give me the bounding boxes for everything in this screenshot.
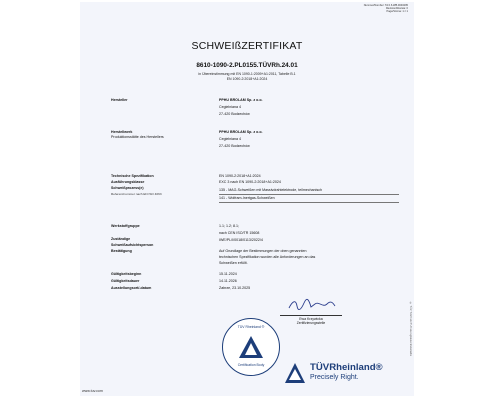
material-group-label: Werkstoffgruppe — [111, 224, 140, 228]
responsible-label-1: Zuständige — [111, 237, 131, 241]
issue-label: Ausstellungsort/-datum — [111, 286, 152, 290]
document-meta — [364, 4, 408, 14]
plant-street: Cegielniana 4 — [219, 137, 241, 141]
confirmation-line-1: Auf Grundlage der Bestimmungen der oben genannten — [219, 249, 307, 253]
exec-class-value: EXC 3 nach EN 1090-2:2018+A1:2024 — [219, 180, 281, 184]
tuv-triangle-icon — [238, 335, 264, 359]
exec-class-label: Ausführungsklasse — [111, 180, 145, 184]
certificate-page — [80, 2, 414, 396]
responsible-label-2: Schweißaufsichtsperson — [111, 243, 154, 247]
manufacturer-street: Cegielniana 4 — [219, 105, 241, 109]
process-141: 141 - Wolfram-Inertgas-Schweißen — [219, 196, 275, 200]
responsible-value: IWE/PL/I/0018/0113/2022/4 — [219, 238, 263, 242]
process-135: 135 - MAG-Schweißen mit Massivdrahtelektrode, teilmechanisch — [219, 188, 323, 192]
spec-value: EN 1090-2:2018+A1:2024 — [219, 174, 261, 178]
valid-until-label: Gültigkeitsdauer — [111, 279, 140, 283]
footer-url: www.tuv.com — [82, 389, 103, 393]
meta-page: Page/Strona: 1 z 1 — [386, 10, 408, 14]
plant-city: 27-420 Bodzechów — [219, 144, 250, 148]
manufacturer-label: Hersteller — [111, 98, 128, 102]
divider — [219, 194, 399, 195]
tuv-triangle-icon — [284, 362, 306, 384]
confirmation-label: Bestätigung — [111, 249, 132, 253]
certificate-number: 8610-1090-2.PL0155.TÜVRh.24.01 — [196, 62, 298, 69]
certification-seal — [222, 318, 280, 376]
plant-name: PPHU BROLAM Sp. z o.o. — [219, 130, 263, 134]
valid-until-value: 14.11.2026 — [219, 279, 237, 283]
spec-label: Technische Spezifikation — [111, 174, 154, 178]
material-group-standard: nach CEN ISO/TR 15608 — [219, 231, 260, 235]
tuv-rheinland-logo — [284, 360, 414, 386]
material-group-value: 1.1; 1.2; 8.1; — [219, 224, 239, 228]
manufacturer-city: 27-420 Bodzechów — [219, 112, 250, 116]
plant-label: Herstellwerk — [111, 130, 133, 134]
logo-name: TÜVRheinland® — [310, 362, 383, 373]
confirmation-line-2: technischen Spezifikation wurden alle Anforderungen an das — [219, 255, 316, 259]
conformity-line-1: in Übereinstimmung mit EN 1090-1:2009+A1:2011, Tabelle B.1 — [198, 72, 296, 76]
signature-icon — [287, 298, 337, 312]
process-sublabel: Referenznummer nach EN ISO 4063 — [111, 192, 162, 196]
certificate-title: SCHWEIßZERTIFIKAT — [191, 40, 303, 52]
logo-slogan: Precisely Right. — [310, 374, 359, 381]
signatory-name: Ewa Krzywicka — [280, 315, 342, 321]
issue-value: Zabrze, 23.10.2025 — [219, 286, 251, 290]
meta-number: Nummer/Number: TA 0.6.WB.0040295 — [363, 4, 408, 7]
signatory-role: Zertifizierungsstelle — [296, 321, 326, 325]
manufacturer-name: PPHU BROLAM Sp. z o.o. — [219, 98, 263, 102]
confirmation-line-3: Schweißen erfüllt. — [219, 261, 248, 265]
process-label: Schweißprozess(e) — [111, 186, 144, 190]
valid-from-value: 15.11.2024 — [219, 272, 237, 276]
conformity-line-2: EN 1090-2:2018+A1:2024 — [226, 77, 268, 81]
seal-top-text: TÜV Rheinland ® — [237, 325, 265, 329]
seal-bottom-text: Certification Body — [237, 363, 265, 367]
plant-sublabel: Produktionsstätte des Herstellers — [111, 135, 164, 139]
divider — [219, 202, 399, 203]
trademark-note: ® TÜV, TUEV and TUV are registered trademarks — [409, 302, 412, 356]
valid-from-label: Gültigkeitsbeginn — [111, 272, 142, 276]
meta-revision: Revision/Revisia: 0 — [385, 7, 408, 11]
